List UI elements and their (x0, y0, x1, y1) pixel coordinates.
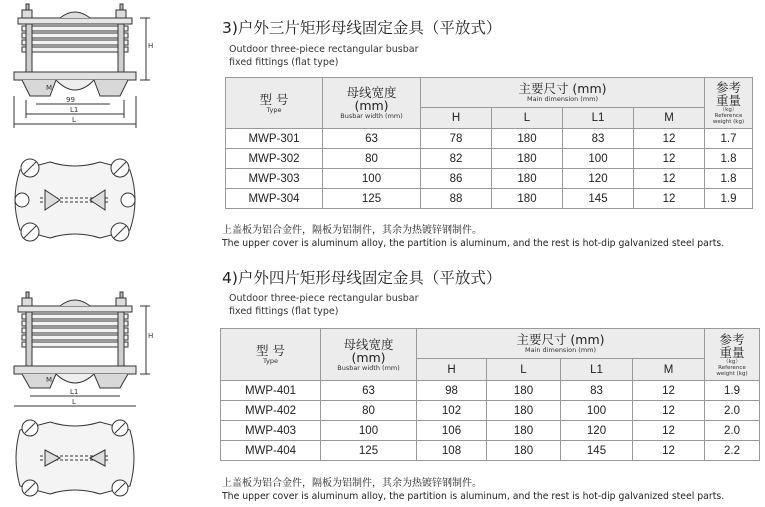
cell-model: MWP-301 (226, 129, 323, 149)
section-4-subtitle-2: fixed fittings (flat type) (229, 306, 339, 317)
cell-L1: 120 (563, 169, 634, 189)
cell-width: 63 (323, 129, 421, 149)
header-dim-cn: 主要尺寸 (mm) (518, 81, 607, 96)
label-H-4: H (148, 332, 154, 340)
header-ref-kg: （kg） (723, 358, 741, 365)
section-4-subtitle-1: Outdoor three-piece rectangular busbar (229, 293, 419, 304)
cell-L: 180 (492, 129, 563, 149)
cell-model: MWP-401 (221, 381, 321, 401)
table-row (221, 381, 760, 401)
header-width-en: Busbar width (mm) (337, 363, 400, 372)
header-width-unit: (mm) (354, 98, 389, 113)
cell-H: 106 (417, 421, 487, 441)
label-M-4: M (46, 376, 53, 384)
header-width-unit: (mm) (351, 349, 386, 365)
cell-model: MWP-404 (221, 441, 321, 461)
cell-L1: 83 (563, 129, 634, 149)
header-width (321, 329, 417, 381)
header-main-dimension (421, 78, 705, 108)
table-row (226, 189, 753, 209)
header-dim-en: Main dimension (mm) (524, 346, 597, 354)
header-model-cn: 型 号 (256, 343, 285, 358)
table-row (221, 441, 760, 461)
cell-width: 63 (321, 381, 417, 401)
header-width (323, 78, 421, 129)
label-99: 99 (66, 96, 75, 104)
label-L1-4: L1 (70, 388, 79, 396)
cell-weight: 1.8 (705, 149, 753, 169)
cell-M: 12 (633, 421, 705, 441)
cell-H: 108 (417, 441, 487, 461)
cell-model: MWP-302 (226, 149, 323, 169)
header-model-cn: 型 号 (259, 91, 289, 107)
front-view-drawing-4piece (0, 290, 160, 410)
cell-weight: 2.2 (705, 441, 760, 461)
cell-weight: 1.7 (705, 129, 753, 149)
label-M: M (46, 84, 53, 92)
cell-L: 180 (492, 169, 563, 189)
cell-M: 12 (634, 129, 705, 149)
section-4-note-cn: 上盖板为铝合金件，隔板为铝制件，其余为热镀锌钢制件。 (222, 478, 482, 489)
cell-width: 80 (323, 149, 421, 169)
cell-M: 12 (633, 381, 705, 401)
section-3-subtitle-1: Outdoor three-piece rectangular busbar (229, 44, 419, 55)
header-model (226, 78, 323, 129)
label-L1: L1 (70, 106, 79, 114)
top-view-drawing-3piece (0, 140, 160, 260)
header-ref-en1: Reference (714, 113, 743, 119)
header-M: M (634, 108, 705, 129)
cell-L1: 83 (561, 381, 633, 401)
top-view-drawing-4piece (0, 410, 160, 507)
cell-H: 98 (417, 381, 487, 401)
spec-table-3 (225, 77, 753, 209)
header-width-cn: 母线宽度 (343, 336, 394, 352)
header-H: H (421, 108, 492, 129)
header-main-dimension (417, 329, 705, 359)
table-row (226, 129, 753, 149)
label-L-4: L (72, 398, 76, 406)
cell-L: 180 (487, 401, 561, 421)
section-4-title: 4)户外四片矩形母线固定金具（平放式） (222, 269, 502, 287)
header-width-en: Busbar width (mm) (340, 112, 403, 120)
cell-model: MWP-304 (226, 189, 323, 209)
cell-L: 180 (487, 441, 561, 461)
header-ref-cn2: 重量 (719, 344, 745, 360)
cell-width: 100 (323, 169, 421, 189)
cell-model: MWP-402 (221, 401, 321, 421)
cell-L: 180 (487, 381, 561, 401)
header-ref-cn2: 重量 (715, 93, 741, 108)
label-H: H (148, 42, 154, 50)
cell-width: 125 (323, 189, 421, 209)
label-L: L (72, 116, 76, 124)
cell-L1: 100 (563, 149, 634, 169)
cell-M: 12 (634, 189, 705, 209)
header-L1: L1 (563, 108, 634, 129)
header-ref-cn1: 参考 (715, 80, 741, 95)
header-weight (705, 78, 753, 129)
header-L: L (492, 108, 563, 129)
cell-H: 82 (421, 149, 492, 169)
cell-L: 180 (487, 421, 561, 441)
section-4-note-en: The upper cover is aluminum alloy, the partition is aluminum, and the rest is hot-dip galvanized steel parts. (222, 491, 725, 502)
cell-weight: 2.0 (705, 421, 760, 441)
table-row (221, 401, 760, 421)
cell-weight: 1.8 (705, 169, 753, 189)
header-ref-en2: weight (kg) (712, 119, 745, 125)
section-3-title: 3)户外三片矩形母线固定金具（平放式） (222, 19, 502, 37)
section-3-note-cn: 上盖板为铝合金件，隔板为铝制件，其余为热镀锌钢制件。 (222, 225, 482, 236)
cell-H: 102 (417, 401, 487, 421)
header-M: M (633, 359, 705, 381)
cell-width: 80 (321, 401, 417, 421)
header-ref-cn1: 参考 (719, 331, 745, 347)
header-dim-cn: 主要尺寸 (mm) (516, 332, 605, 347)
cell-model: MWP-403 (221, 421, 321, 441)
cell-L1: 145 (561, 441, 633, 461)
cell-H: 86 (421, 169, 492, 189)
cell-M: 12 (634, 149, 705, 169)
section-3-note-en: The upper cover is aluminum alloy, the partition is aluminum, and the rest is hot-dip galvanized steel parts. (222, 238, 725, 249)
header-weight (705, 329, 760, 381)
table-row (221, 421, 760, 441)
front-view-drawing-3piece (0, 0, 160, 140)
cell-M: 12 (634, 169, 705, 189)
cell-model: MWP-303 (226, 169, 323, 189)
cell-M: 12 (633, 441, 705, 461)
header-L1: L1 (561, 359, 633, 381)
cell-L1: 145 (563, 189, 634, 209)
header-model-en: Type (263, 357, 278, 365)
header-width-cn: 母线宽度 (346, 85, 397, 100)
cell-width: 100 (321, 421, 417, 441)
cell-width: 125 (321, 441, 417, 461)
header-model-en: Type (266, 105, 282, 114)
table-row (226, 169, 753, 189)
cell-weight: 1.9 (705, 189, 753, 209)
cell-H: 88 (421, 189, 492, 209)
cell-weight: 1.9 (705, 381, 760, 401)
cell-L1: 100 (561, 401, 633, 421)
cell-H: 78 (421, 129, 492, 149)
header-ref-kg: （kg） (719, 107, 738, 113)
cell-L1: 120 (561, 421, 633, 441)
cell-weight: 2.0 (705, 401, 760, 421)
header-H: H (417, 359, 487, 381)
table-row (226, 149, 753, 169)
section-3-subtitle-2: fixed fittings (flat type) (229, 57, 339, 68)
spec-table-4 (220, 328, 760, 461)
header-ref-en1: Reference (718, 364, 746, 371)
header-model (221, 329, 321, 381)
header-ref-en2: weight (kg) (716, 370, 748, 377)
cell-M: 12 (633, 401, 705, 421)
header-L: L (487, 359, 561, 381)
cell-L: 180 (492, 149, 563, 169)
cell-L: 180 (492, 189, 563, 209)
header-dim-en: Main dimension (mm) (526, 95, 599, 103)
